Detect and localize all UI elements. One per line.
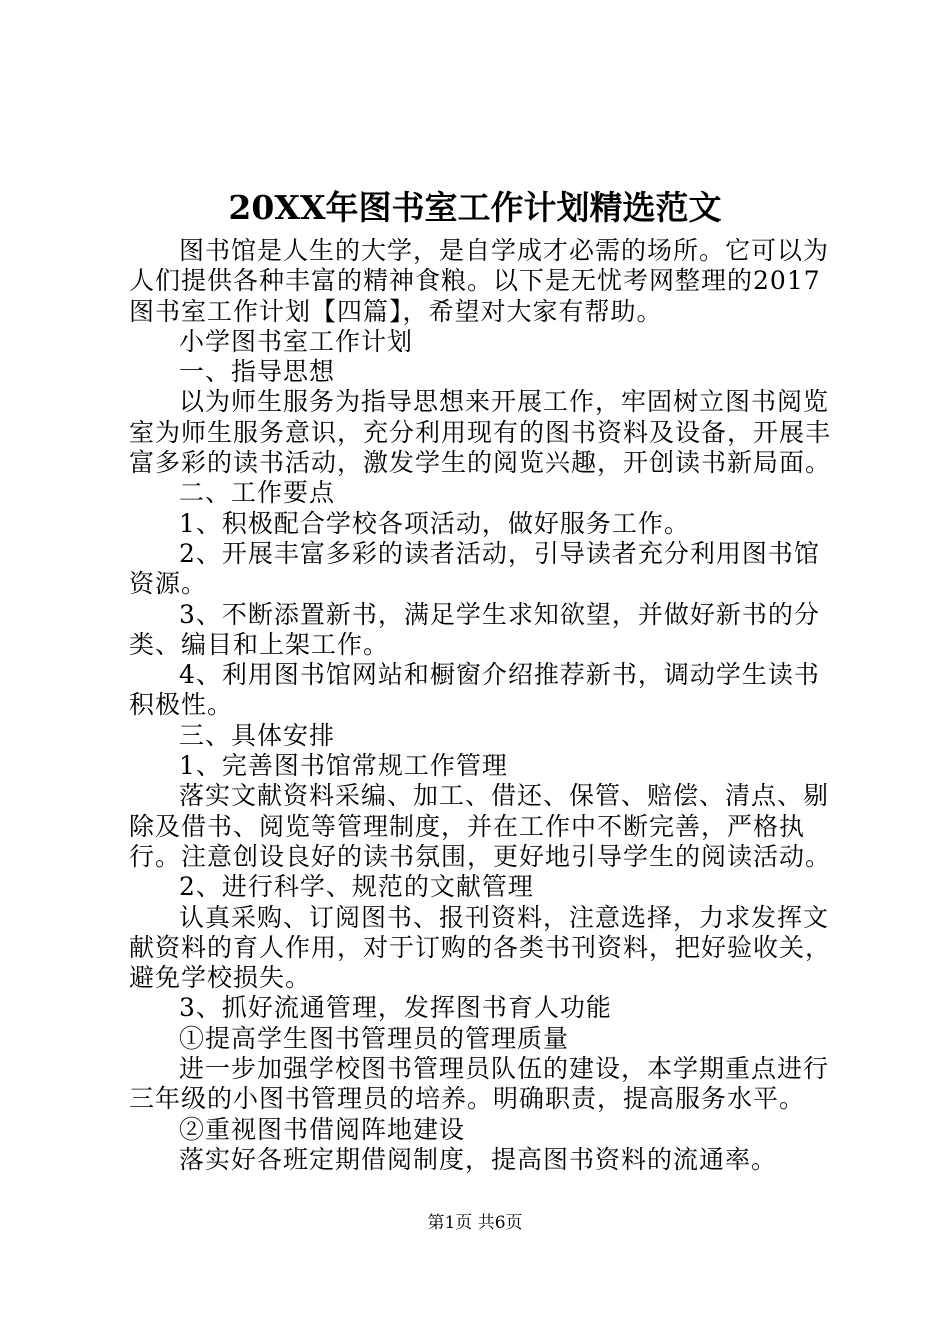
section-heading: 小学图书室工作计划 [179, 326, 414, 356]
subsection-heading: 一、指导思想 [179, 357, 336, 387]
list-item: 1、完善图书馆常规工作管理 [179, 751, 508, 781]
document-body [129, 236, 831, 1175]
list-item: 2、进行科学、规范的文献管理 [179, 872, 534, 902]
list-item: 2、开展丰富多彩的读者活动，引导读者充分利用图书馆资源。 [129, 538, 820, 599]
list-item: ①提高学生图书管理员的管理质量 [179, 1023, 570, 1053]
list-item: ②重视图书借阅阵地建设 [179, 1114, 466, 1144]
list-item: 3、不断添置新书，满足学生求知欲望，并做好新书的分类、编目和上架工作。 [129, 599, 820, 659]
page-number: 第1页 共6页 [427, 1213, 523, 1233]
subsection-heading: 二、工作要点 [179, 478, 336, 508]
subsection-heading: 三、具体安排 [179, 720, 336, 750]
intro-paragraph: 图书馆是人生的大学，是自学成才必需的场所。它可以为人们提供各种丰富的精神食粮。以下是无忧考网整理的2017图书室工作计划【四篇】，希望对大家有帮助。 [129, 236, 830, 326]
list-item: 1、积极配合学校各项活动，做好服务工作。 [179, 508, 690, 538]
body-paragraph: 认真采购、订阅图书、报刊资料，注意选择，力求发挥文献资料的育人作用，对于订购的各类书刊资料，把好验收关，避免学校损失。 [129, 902, 832, 993]
body-paragraph: 落实文献资料采编、加工、借还、保管、赔偿、清点、剔除及借书、阅览等管理制度，并在工作中不断完善，严格执行。注意创设良好的读书氛围，更好地引导学生的阅读活动。 [129, 781, 832, 871]
list-item: 4、利用图书馆网站和橱窗介绍推荐新书，调动学生读书积极性。 [129, 660, 820, 720]
list-item: 3、抓好流通管理，发挥图书育人功能 [179, 993, 612, 1023]
document-title: 20XX年图书室工作计划精选范文 [228, 188, 722, 227]
body-paragraph: 进一步加强学校图书管理员队伍的建设，本学期重点进行三年级的小图书管理员的培养。明确职责，提高服务水平。 [129, 1054, 830, 1114]
body-paragraph: 落实好各班定期借阅制度，提高图书资料的流通率。 [179, 1144, 778, 1174]
body-paragraph: 以为师生服务为指导思想来开展工作，牢固树立图书阅览室为师生服务意识，充分利用现有的图书资料及设备，开展丰富多彩的读书活动，激发学生的阅览兴趣，开创读书新局面。 [129, 387, 832, 478]
